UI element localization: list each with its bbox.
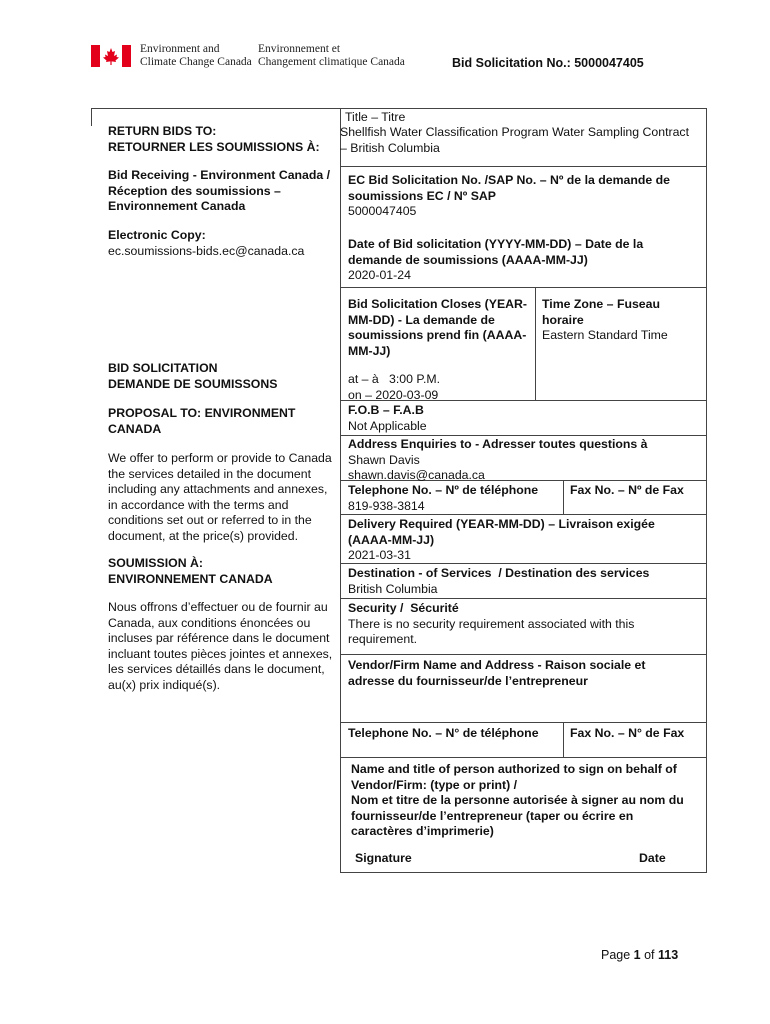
rule-vendor-fax-split [563, 722, 564, 758]
closes-date: on – 2020-03-09 [348, 387, 439, 402]
page-of: of [640, 948, 658, 962]
bid-receiving-line1: Bid Receiving - Environment Canada / [108, 168, 331, 182]
closes-label-line: Bid Solicitation Closes (YEAR- [348, 297, 528, 311]
box-bottom-rule [340, 872, 707, 873]
offer-fr-line: Nous offrons d’effectuer ou de fournir au [108, 600, 328, 614]
return-bids-to [108, 124, 320, 155]
title-field [345, 110, 405, 126]
closes-label [348, 297, 527, 359]
return-bids-line2: RETOURNER LES SOUMISSIONS À: [108, 139, 320, 154]
delivery-value: 2021-03-31 [348, 548, 411, 562]
rule-title [340, 166, 707, 167]
timezone-label-line2: horaire [542, 312, 584, 327]
security-field [348, 601, 634, 648]
bid-receiving [108, 168, 330, 215]
telephone-value: 819-938-3814 [348, 498, 425, 513]
offer-fr-line: incluses par référence dans le document [108, 631, 330, 645]
rule-timezone-split [535, 287, 536, 400]
header-bid-solicitation-no: Bid Solicitation No.: 5000047405 [452, 56, 644, 70]
timezone-field [542, 297, 668, 344]
fax-label: Fax No. – Nº de Fax [570, 483, 684, 497]
bid-receiving-line3: Environnement Canada [108, 199, 246, 213]
ec-bid-label-line1: EC Bid Solicitation No. /SAP No. – Nº de la demande de [348, 173, 670, 187]
soumission-line2: ENVIRONNEMENT CANADA [108, 571, 273, 586]
closes-label-line: soumissions prend fin (AAAA- [348, 328, 527, 342]
bid-date-field [348, 237, 643, 284]
dept-en-line2: Climate Change Canada [140, 56, 252, 68]
timezone-label-line1: Time Zone – Fuseau [542, 297, 660, 311]
electronic-copy-email[interactable]: ec.soumissions-bids.ec@canada.ca [108, 243, 305, 258]
date-value: 2020-01-24 [348, 268, 411, 282]
auth-line: Name and title of person authorized to sign on behalf of [351, 762, 677, 776]
title-label: Title – Titre [345, 110, 406, 124]
auth-line: caractères d’imprimerie) [351, 824, 494, 838]
vendor-field [348, 658, 646, 689]
vendor-label-line1: Vendor/Firm Name and Address - Raison sociale et [348, 658, 646, 672]
auth-line: Nom et titre de la personne autorisée à signer au nom du [351, 793, 684, 807]
proposal-line2: CANADA [108, 421, 162, 436]
dept-en-line1: Environment and [140, 43, 220, 55]
offer-en-line: the services detailed in the document [108, 466, 312, 481]
box-top-rule [91, 108, 707, 109]
closes-label-line: MM-DD) - La demande de [348, 312, 495, 327]
offer-en-line: including any attachments and annexes, [108, 482, 328, 496]
rule-auth [340, 757, 707, 758]
ec-bid-value: 5000047405 [348, 204, 417, 218]
offer-en-line: document, at the price(s) provided. [108, 528, 299, 543]
destination-field [348, 566, 649, 597]
enquiries-name: Shawn Davis [348, 452, 420, 467]
security-value-line1: There is no security requirement associated with this [348, 616, 635, 631]
page-prefix: Page [601, 948, 634, 962]
electronic-copy-label: Electronic Copy: [108, 228, 206, 242]
security-value-line2: requirement. [348, 632, 418, 646]
vendor-label-line2: adresse du fournisseur/de l’entrepreneur [348, 673, 588, 688]
rule-date [340, 287, 707, 288]
rule-delivery [340, 514, 707, 515]
closes-time: at – à 3:00 P.M. [348, 372, 441, 386]
ec-bid-label-line2: soumissions EC / Nº SAP [348, 188, 496, 203]
authorized-person-field [351, 762, 684, 840]
title-value [340, 125, 689, 156]
date-signature-label: Date [639, 851, 666, 865]
offer-en-line: We offer to perform or provide to Canada [108, 451, 332, 465]
canada-flag-icon [91, 45, 131, 67]
vendor-fax-label: Fax No. – N° de Fax [570, 726, 685, 740]
page-total: 113 [658, 948, 679, 962]
rule-vendor [340, 654, 707, 655]
fob-value: Not Applicable [348, 418, 427, 433]
fob-label: F.O.B – F.A.B [348, 403, 424, 417]
bid-receiving-line2: Réception des soumissions – [108, 183, 281, 198]
bid-solicitation-heading [108, 361, 277, 392]
soumission-line1: SOUMISSION À: [108, 556, 203, 570]
delivery-field [348, 517, 655, 564]
dept-fr-line2: Changement climatique Canada [258, 56, 405, 68]
timezone-value: Eastern Standard Time [542, 328, 668, 342]
enquiries-label: Address Enquiries to - Adresser toutes questions à [348, 437, 648, 451]
enquiries-email[interactable]: shawn.davis@canada.ca [348, 468, 485, 482]
offer-fr-line: Canada, aux conditions énoncées ou [108, 615, 311, 630]
box-left-rule [91, 108, 92, 126]
proposal-to [108, 406, 295, 437]
auth-line: fournisseur/de l’entrepreneur (taper ou écrire en [351, 808, 634, 823]
bid-solicitation-line2: DEMANDE DE SOUMISSONS [108, 376, 278, 391]
offer-fr-line: les services détaillés dans le document, [108, 662, 325, 676]
return-bids-line1: RETURN BIDS TO: [108, 124, 217, 138]
dept-fr-line1: Environnement et [258, 43, 341, 55]
auth-line: Vendor/Firm: (type or print) / [351, 777, 518, 792]
vendor-telephone-label: Telephone No. – N° de téléphone [348, 726, 539, 740]
closes-value [348, 372, 440, 403]
offer-en-line: conditions set out or referred to in the [108, 513, 312, 527]
ec-bid-no-field [348, 173, 670, 220]
page-current: 1 [633, 948, 641, 962]
department-name-fr [258, 43, 405, 69]
soumission-heading [108, 556, 273, 587]
offer-en-line: in accordance with the terms and [108, 497, 289, 512]
offer-fr-line: au(x) prix indiqué(s). [108, 677, 221, 692]
date-label-line2: demande de soumissions (AAAA-MM-JJ) [348, 252, 588, 267]
closes-label-line: MM-JJ) [348, 343, 391, 358]
bid-solicitation-line1: BID SOLICITATION [108, 361, 218, 375]
box-right-rule [706, 108, 707, 873]
delivery-label-line2: (AAAA-MM-JJ) [348, 532, 435, 547]
security-label: Security / Sécurité [348, 601, 459, 615]
department-name-en [140, 43, 252, 69]
rule-enquiries [340, 435, 707, 436]
destination-value: British Columbia [348, 581, 438, 596]
offer-fr-paragraph [108, 600, 332, 693]
signature-label: Signature [355, 851, 412, 865]
electronic-copy [108, 228, 304, 259]
offer-fr-line: incluant toutes pièces jointes et annexes, [108, 646, 333, 661]
fob-field [348, 403, 427, 434]
page-number [601, 948, 678, 962]
rule-vendor-tel [340, 722, 707, 723]
rule-fax-split [563, 480, 564, 514]
offer-en-paragraph [108, 451, 332, 544]
title-value-line1: Shellfish Water Classification Program Water Sampling Contract [340, 125, 689, 139]
rule-security [340, 598, 707, 599]
date-label-line1: Date of Bid solicitation (YYYY-MM-DD) – Date de la [348, 237, 644, 251]
proposal-line1: PROPOSAL TO: ENVIRONMENT [108, 406, 296, 420]
delivery-label-line1: Delivery Required (YEAR-MM-DD) – Livraison exigée [348, 517, 655, 531]
telephone-label: Telephone No. – Nº de téléphone [348, 483, 539, 497]
destination-label: Destination - of Services / Destination des services [348, 566, 650, 580]
enquiries-field [348, 437, 648, 484]
telephone-field [348, 483, 538, 514]
middle-rule [340, 108, 341, 873]
title-value-line2: – British Columbia [340, 140, 440, 155]
